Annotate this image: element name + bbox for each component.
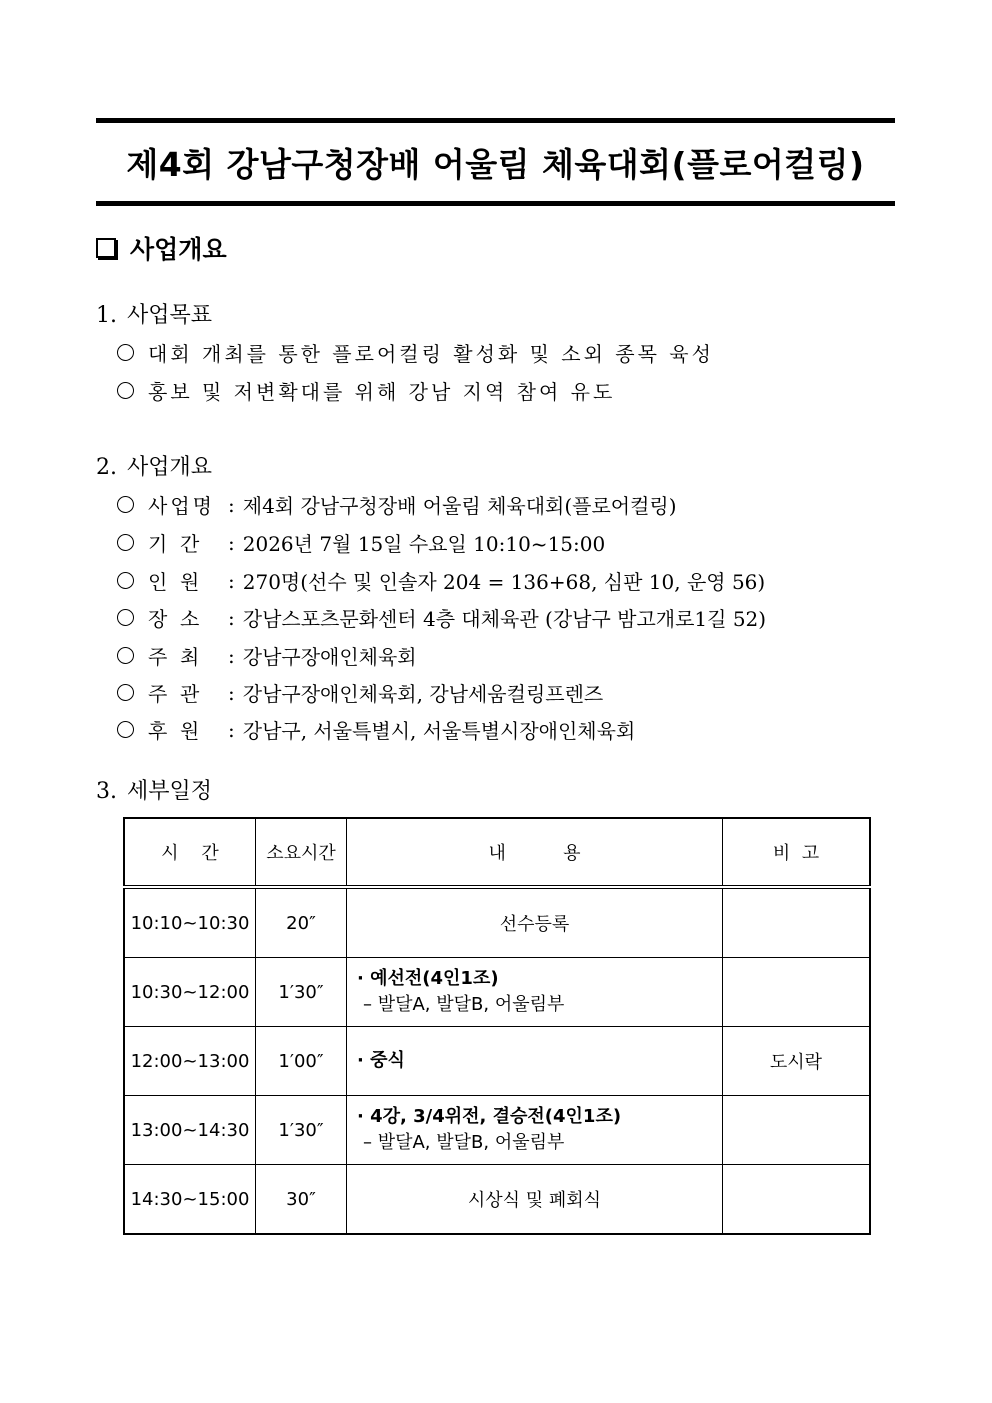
section-heading (96, 230, 227, 266)
cell-time: 13:00~14:30 (124, 1096, 256, 1165)
goal-item (117, 376, 615, 405)
circle-bullet-icon (117, 572, 134, 589)
overview-number: 2. (96, 455, 117, 480)
cell-content (347, 958, 723, 1027)
col-header-duration: 소요시간 (256, 818, 347, 887)
section-heading-label: 사업개요 (130, 235, 227, 264)
schedule-heading-label: 세부일정 (127, 779, 213, 804)
circle-bullet-icon (117, 382, 134, 399)
cell-duration: 20″ (256, 887, 347, 958)
overview-heading (96, 450, 212, 481)
schedule-number: 3. (96, 779, 117, 804)
checkbox-square-icon (96, 238, 116, 258)
cell-content (347, 1096, 723, 1165)
page-title: 제4회 강남구청장배 어울림 체육대회(플로어컬링) (126, 144, 865, 184)
cell-content: 시상식 및 폐회식 (347, 1165, 723, 1235)
cell-time: 10:30~12:00 (124, 958, 256, 1027)
overview-label: 기 간 (148, 532, 200, 556)
overview-heading-label: 사업개요 (127, 455, 213, 480)
goal-item (117, 338, 714, 367)
overview-item: 주 최 : 강남구장애인체육회 (117, 641, 417, 670)
overview-value: 강남스포츠문화센터 4층 대체육관 (강남구 밤고개로1길 52) (242, 607, 767, 631)
overview-value: 강남구, 서울특별시, 서울특별시장애인체육회 (242, 719, 636, 743)
content-main: · 예선전(4인1조) (357, 968, 499, 989)
content-main: · 중식 (357, 1050, 405, 1071)
overview-value: 강남구장애인체육회 (242, 645, 417, 669)
table-row (124, 1027, 870, 1096)
goal-item-text: 대회 개최를 통한 플로어컬링 활성화 및 소외 종목 육성 (148, 342, 714, 366)
overview-label: 주 관 (148, 682, 200, 706)
cell-content: 선수등록 (347, 887, 723, 958)
circle-bullet-icon (117, 534, 134, 551)
cell-note (723, 887, 871, 958)
cell-time: 10:10~10:30 (124, 887, 256, 958)
overview-item: 장 소 : 강남스포츠문화센터 4층 대체육관 (강남구 밤고개로1길 52) (117, 603, 766, 632)
content-main: · 4강, 3/4위전, 결승전(4인1조) (357, 1106, 622, 1127)
overview-item: 기 간 : 2026년 7월 15일 수요일 10:10~15:00 (117, 528, 605, 557)
cell-note (723, 1165, 871, 1235)
table-row (124, 1165, 870, 1235)
circle-bullet-icon (117, 609, 134, 626)
content-sub: – 발달A, 발달B, 어울림부 (363, 1132, 565, 1153)
title-banner (96, 118, 895, 206)
cell-note: 도시락 (723, 1027, 871, 1096)
overview-label: 사업명 (148, 494, 215, 518)
col-header-time: 시 간 (124, 818, 256, 887)
content-sub: – 발달A, 발달B, 어울림부 (363, 994, 565, 1015)
overview-value: 제4회 강남구청장배 어울림 체육대회(플로어컬링) (242, 494, 677, 518)
overview-item: 인 원 : 270명(선수 및 인솔자 204 = 136+68, 심판 10, 운영 56) (117, 566, 765, 595)
overview-value: 2026년 7월 15일 수요일 10:10~15:00 (242, 532, 606, 556)
circle-bullet-icon (117, 344, 134, 361)
col-header-content: 내 용 (347, 818, 723, 887)
overview-label: 인 원 (148, 570, 200, 594)
overview-label: 후 원 (148, 719, 200, 743)
cell-time: 14:30~15:00 (124, 1165, 256, 1235)
circle-bullet-icon (117, 496, 134, 513)
overview-item: 사업명 : 제4회 강남구청장배 어울림 체육대회(플로어컬링) (117, 490, 677, 519)
table-row (124, 887, 870, 958)
overview-value: 강남구장애인체육회, 강남세움컬링프렌즈 (242, 682, 604, 706)
overview-item: 주 관 : 강남구장애인체육회, 강남세움컬링프렌즈 (117, 678, 603, 707)
cell-note (723, 1096, 871, 1165)
overview-value: 270명(선수 및 인솔자 204 = 136+68, 심판 10, 운영 56) (242, 570, 766, 594)
cell-time: 12:00~13:00 (124, 1027, 256, 1096)
circle-bullet-icon (117, 647, 134, 664)
col-header-note: 비 고 (723, 818, 871, 887)
goals-heading (96, 298, 212, 329)
cell-duration: 1′30″ (256, 958, 347, 1027)
circle-bullet-icon (117, 721, 134, 738)
circle-bullet-icon (117, 684, 134, 701)
cell-duration: 1′30″ (256, 1096, 347, 1165)
cell-content (347, 1027, 723, 1096)
table-row (124, 1096, 870, 1165)
table-header-row (124, 818, 870, 887)
schedule-heading (96, 774, 212, 805)
overview-item: 후 원 : 강남구, 서울특별시, 서울특별시장애인체육회 (117, 715, 635, 744)
overview-label: 장 소 (148, 607, 200, 631)
table-row (124, 958, 870, 1027)
cell-duration: 1′00″ (256, 1027, 347, 1096)
cell-duration: 30″ (256, 1165, 347, 1235)
cell-note (723, 958, 871, 1027)
schedule-table (123, 817, 871, 1235)
goal-item-text: 홍보 및 저변확대를 위해 강남 지역 참여 유도 (148, 380, 616, 404)
goals-heading-label: 사업목표 (127, 303, 213, 328)
goals-number: 1. (96, 303, 117, 328)
overview-label: 주 최 (148, 645, 200, 669)
